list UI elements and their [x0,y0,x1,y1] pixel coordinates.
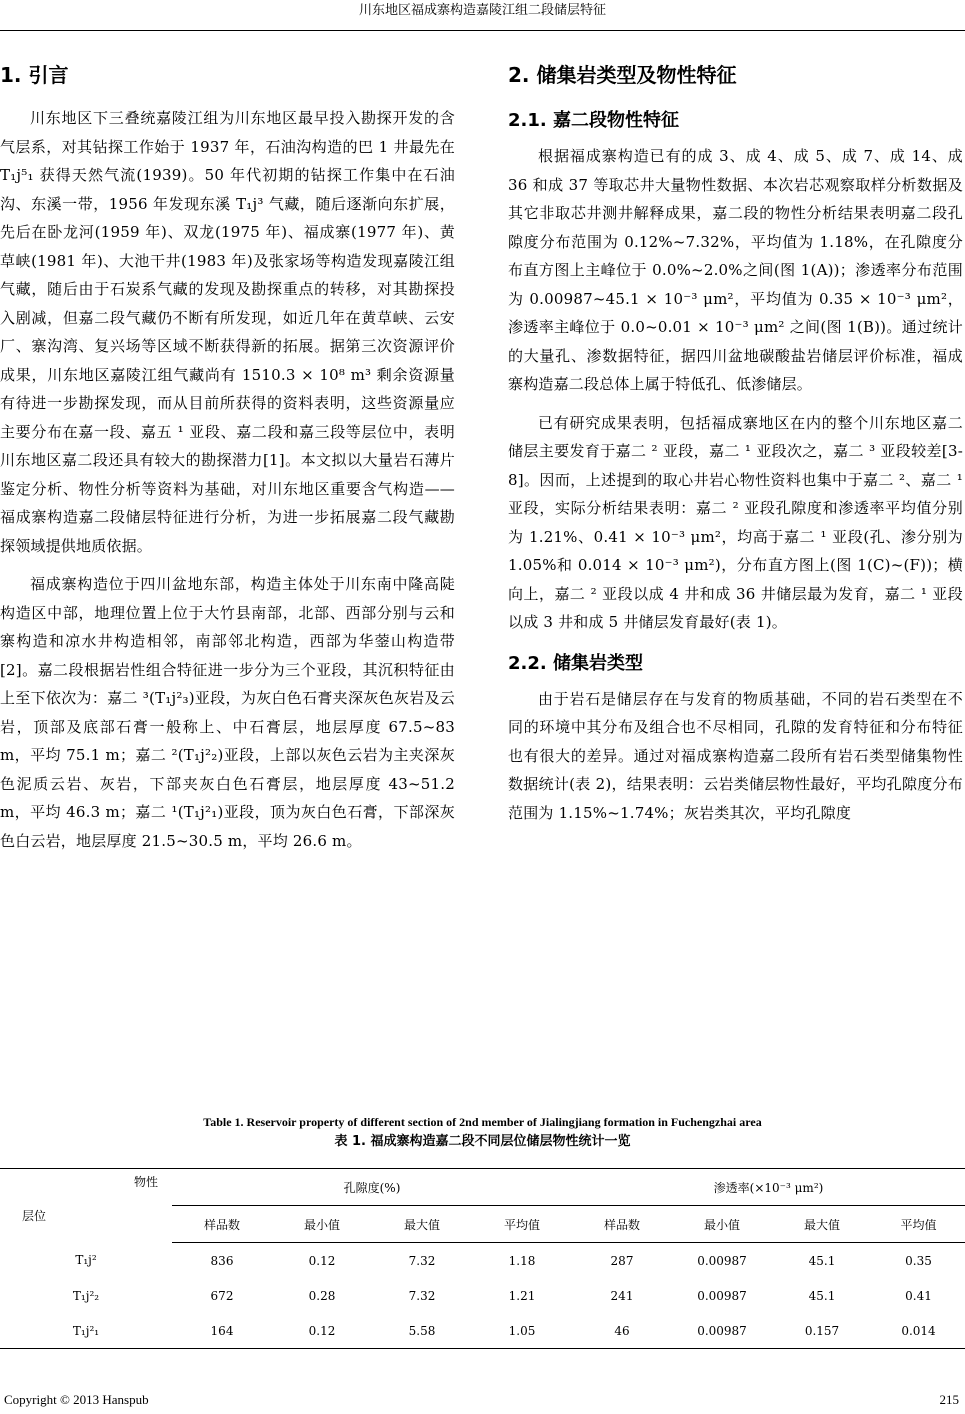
subsection-heading-rock-types: 2.2. 储集岩类型 [508,652,643,674]
paragraph: 福成寨构造位于四川盆地东部，构造主体处于川东南中隆高陡构造区中部，地理位置上位于大竹县南部，北部、西部分别与云和寨构造和凉水井构造相邻，南部邻北构造，西部为华蓥山构造带[2]。嘉二段根据岩性组合特征进一步分为三个亚段，其沉积特征由上至下依次为：嘉二 ³(T₁j²₃)亚段，为灰白色石膏夹深灰色灰岩及云岩，顶部及底部石膏一般称上、中石膏层，地层厚度 67.5~83 m，平均 75.1 m；嘉二 ²(T₁j²₂)亚段，上部以灰色云岩为主夹深灰色泥质云岩、灰岩，下部夹灰白色石膏层，地层厚度 43~51.2 m，平均 46.3 m；嘉二 ¹(T₁j²₁)亚段，顶为灰白色石膏，下部深灰色白云岩，地层厚度 21.5~30.5 m，平均 26.6 m。 [0,575,455,850]
column-header: 最大值 [372,1206,472,1243]
table-row [0,1313,965,1349]
column-header: 最大值 [772,1206,872,1243]
subsection-heading-properties: 2.1. 嘉二段物性特征 [508,110,679,131]
table-cell: 0.41 [905,1288,932,1303]
column-header: 平均值 [472,1206,572,1243]
table-cell: 7.32 [408,1288,436,1303]
table-cell: 0.00987 [672,1313,772,1349]
column-header: 最小值 [672,1206,772,1243]
left-column [0,40,455,855]
column-header: 样品数 [572,1206,672,1243]
table-cell: 836 [210,1253,234,1268]
table-row [0,1243,965,1279]
table-cell: 0.12 [308,1253,336,1268]
table-cell: 0.00987 [697,1288,747,1303]
layer-cell: T₁j² [75,1253,97,1268]
copyright-notice: Copyright © 2013 Hanspub [4,1392,149,1407]
column-group-porosity: 孔隙度(%) [172,1169,572,1206]
column-header: 样品数 [172,1206,272,1243]
table-cell: 1.18 [508,1253,536,1268]
table-cell: 0.12 [272,1313,372,1349]
layer-cell: T₁j²₂ [72,1288,100,1303]
table-1-block [0,1112,965,1338]
table-corner-cell [0,1169,172,1243]
table-cell: 46 [572,1313,672,1349]
table-cell: 0.157 [772,1313,872,1349]
table-cell: 287 [610,1253,634,1268]
table-cell: 672 [210,1288,234,1303]
right-column [508,40,963,827]
paragraph: 根据福成寨构造已有的成 3、成 4、成 5、成 7、成 14、成 36 和成 37 等取芯井大量物性数据、本次岩芯观察取样分析数据及其它非取芯井测井解释成果，嘉二段的物性分析结果表明嘉二段孔隙度分布范围为 0.12%~7.32%，平均值为 1.18%，在孔隙度分布直方图上主峰位于 0.0%~2.0%之间(图 1(A))；渗透率分布范围为 0.00987~45.1 × 10⁻³ μm²，平均值为 0.35 × 10⁻³ μm²，渗透率主峰位于 0.0~0.01 × 10⁻³ μm² 之间(图 1(B))。通过统计的大量孔、渗数据特征，据四川盆地碳酸盐岩储层评价标准，福成寨构造嘉二段总体上属于特低孔、低渗储层。 [508,147,963,393]
table-cell: 45.1 [808,1253,836,1268]
corner-label-property: 物性 [134,1175,159,1189]
corner-label-layer: 层位 [22,1209,47,1223]
paragraph: 川东地区下三叠统嘉陵江组为川东地区最早投入勘探开发的含气层系，对其钻探工作始于 1937 年，石油沟构造的巴 1 井最先在 T₁j⁵₁ 获得天然气流(1939)。50 年代初期的钻探工作集中在石油沟、东溪一带，1956 年发现东溪 T₁j³ 气藏，随后逐渐向东扩展，先后在卧龙河(1959 年)、双龙(1975 年)、福成寨(1977 年)、黄草峡(1981 年)、大池干井(1983 年)及张家场等构造发现嘉陵江组气藏，随后由于石炭系气藏的发现及勘探重点的转移，对其勘探投入剧减，但嘉二段气藏仍不断有所发现，如近几年在黄草峡、云安厂、寨沟湾、复兴场等区域不断获得新的拓展。据第三次资源评价成果，川东地区嘉陵江组气藏尚有 1510.3 × 10⁸ m³ 剩余资源量有待进一步勘探发现，而从目前所获得的资料表明，这些资源量应主要分布在嘉一段、嘉五 ¹ 亚段、嘉二段和嘉三段等层位中，表明川东地区嘉二段还具有较大的勘探潜力[1]。本文拟以大量岩石薄片鉴定分析、物性分析等资料为基础，对川东地区重要含气构造——福成寨构造嘉二段储层特征进行分析，为进一步拓展嘉二段气藏勘探领域提供地质依据。 [0,109,455,555]
table-cell: 164 [172,1313,272,1349]
table-cell: 0.014 [872,1313,965,1349]
table-cell: 0.28 [308,1288,336,1303]
table-caption-en: Table 1. Reservoir property of different section of 2nd member of Jialingjiang formation in Fuchengzhai area [203,1115,762,1129]
table-cell: 5.58 [372,1313,472,1349]
table-cell: 7.32 [408,1253,436,1268]
section-heading-introduction: 1. 引言 [0,63,69,87]
table-caption-zh: 表 1. 福成寨构造嘉二段不同层位储层物性统计一览 [334,1134,631,1149]
property-table [0,1168,965,1349]
column-header: 最小值 [272,1206,372,1243]
table-cell: 0.00987 [697,1253,747,1268]
table-cell: 45.1 [808,1288,836,1303]
column-group-permeability: 渗透率(×10⁻³ μm²) [572,1169,965,1206]
running-header: 川东地区福成寨构造嘉陵江组二段储层特征 [0,0,965,31]
table-cell: 241 [610,1288,634,1303]
layer-cell: T₁j²₁ [0,1313,172,1349]
table-cell: 1.05 [472,1313,572,1349]
column-header: 平均值 [872,1206,965,1243]
paragraph: 由于岩石是储层存在与发育的物质基础，不同的岩石类型在不同的环境中其分布及组合也不尽相同，孔隙的发育特征和分布特征也有很大的差异。通过对福成寨构造嘉二段所有岩石类型储集物性数据统计(表 2)，结果表明：云岩类储层物性最好，平均孔隙度分布范围为 1.15%~1.74%；灰岩类其次，平均孔隙度 [508,689,963,822]
page-number: 215 [939,1392,959,1407]
table-cell: 1.21 [508,1288,536,1303]
table-cell: 0.35 [905,1253,932,1268]
section-heading-reservoir: 2. 储集岩类型及物性特征 [508,63,737,87]
paragraph: 已有研究成果表明，包括福成寨地区在内的整个川东地区嘉二储层主要发育于嘉二 ² 亚段，嘉二 ¹ 亚段次之，嘉二 ³ 亚段较差[3-8]。因而，上述提到的取心井岩心物性资料也集中于嘉二 ²、嘉二 ¹ 亚段，实际分析结果表明：嘉二 ² 亚段孔隙度和渗透率平均值分别为 1.21%、0.41 × 10⁻³ μm²，均高于嘉二 ¹ 亚段(孔、渗分别为 1.05%和 0.014 × 10⁻³ μm²)，分布直方图上(图 1(C)~(F))；横向上，嘉二 ² 亚段以成 4 井和成 36 井储层最为发育，嘉二 ¹ 亚段以成 3 井和成 5 井储层发育最好(表 1)。 [508,413,963,631]
table-row [0,1278,965,1313]
page-footer [0,1392,965,1412]
